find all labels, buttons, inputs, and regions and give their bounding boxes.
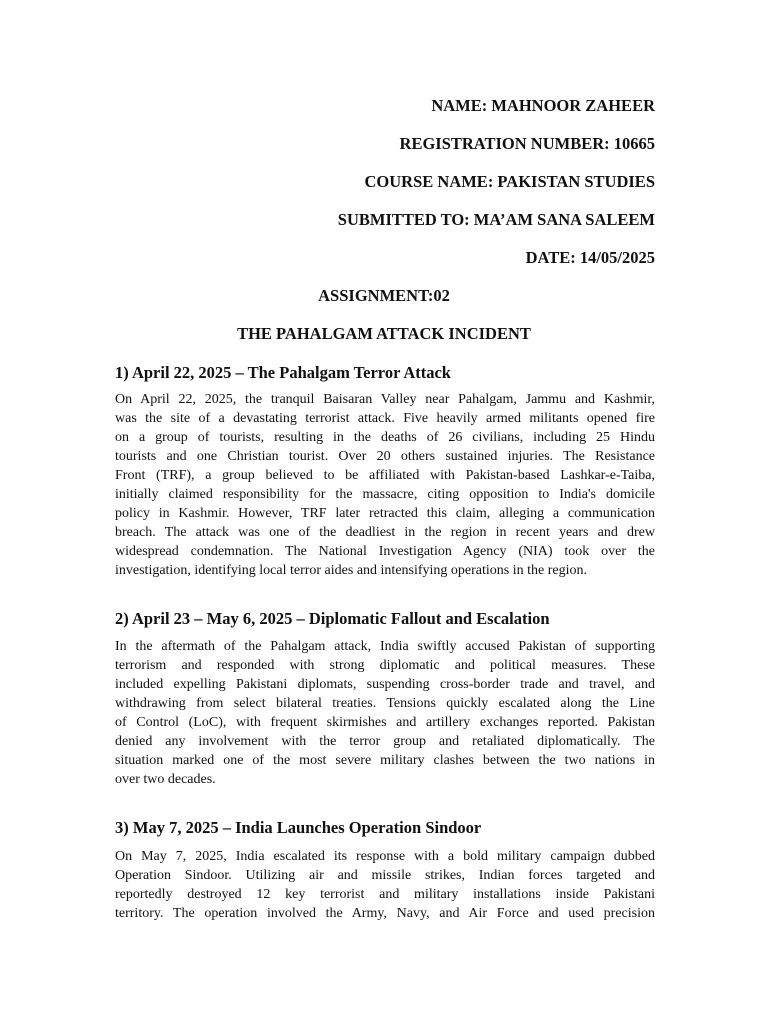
paragraph-line: denied any involvement with the terror group and retaliated diplomatically. The (115, 734, 655, 749)
assignment-number: ASSIGNMENT:02 (318, 286, 450, 305)
paragraph-line: over two decades. (115, 772, 216, 787)
paragraph-line: In the aftermath of the Pahalgam attack, India swiftly accused Pakistan of supporting (115, 639, 655, 654)
paragraph-line: was the site of a devastating terrorist attack. Five heavily armed militants opened fire (115, 411, 655, 426)
paragraph-line: tourists and one Christian tourist. Over 20 others sustained injuries. The Resistance (115, 449, 655, 464)
paragraph-line: investigation, identifying local terror aides and intensifying operations in the region. (115, 563, 587, 578)
paragraph-line: breach. The attack was one of the deadliest in the region in recent years and drew (115, 525, 655, 540)
course-name: COURSE NAME: PAKISTAN STUDIES (364, 172, 655, 191)
paragraph-line: terrorism and responded with strong diplomatic and political measures. These (115, 658, 655, 673)
paragraph-line: reportedly destroyed 12 key terrorist and military installations inside Pakistani (115, 887, 655, 902)
student-name: NAME: MAHNOOR ZAHEER (431, 96, 655, 115)
date: DATE: 14/05/2025 (525, 248, 655, 267)
paragraph-line: widespread condemnation. The National Investigation Agency (NIA) took over the (115, 544, 655, 559)
submitted-to: SUBMITTED TO: MA’AM SANA SALEEM (337, 210, 655, 229)
paragraph-line: on a group of tourists, resulting in the deaths of 26 civilians, including 25 Hindu (115, 430, 655, 445)
paragraph-line: included expelling Pakistani diplomats, suspending cross-border trade and travel, and (115, 677, 655, 692)
section-heading: 1) April 22, 2025 – The Pahalgam Terror Attack (115, 363, 451, 382)
paragraph-line: Front (TRF), a group believed to be affiliated with Pakistan-based Lashkar-e-Taiba, (115, 468, 655, 483)
section-paragraph (115, 390, 655, 580)
paragraph-line: On April 22, 2025, the tranquil Baisaran Valley near Pahalgam, Jammu and Kashmir, (115, 392, 655, 407)
document-title: THE PAHALGAM ATTACK INCIDENT (237, 324, 531, 343)
section-heading: 3) May 7, 2025 – India Launches Operation Sindoor (115, 818, 482, 837)
paragraph-line: initially claimed responsibility for the massacre, citing opposition to India's domicile (115, 487, 655, 502)
paragraph-line: On May 7, 2025, India escalated its response with a bold military campaign dubbed (115, 849, 655, 864)
paragraph-line: withdrawing from select bilateral treaties. Tensions quickly escalated along the Line (115, 696, 655, 711)
section-paragraph (115, 847, 655, 923)
paragraph-line: territory. The operation involved the Army, Navy, and Air Force and used precision (115, 906, 655, 921)
section-paragraph (115, 637, 655, 789)
paragraph-line: of Control (LoC), with frequent skirmishes and artillery exchanges reported. Pakistan (115, 715, 655, 730)
paragraph-line: Operation Sindoor. Utilizing air and missile strikes, Indian forces targeted and (115, 868, 655, 883)
paragraph-line: situation marked one of the most severe military clashes between the two nations in (115, 753, 655, 768)
registration-number: REGISTRATION NUMBER: 10665 (399, 134, 655, 153)
section-heading: 2) April 23 – May 6, 2025 – Diplomatic Fallout and Escalation (115, 609, 550, 628)
paragraph-line: policy in Kashmir. However, TRF later retracted this claim, alleging a communication (115, 506, 655, 521)
